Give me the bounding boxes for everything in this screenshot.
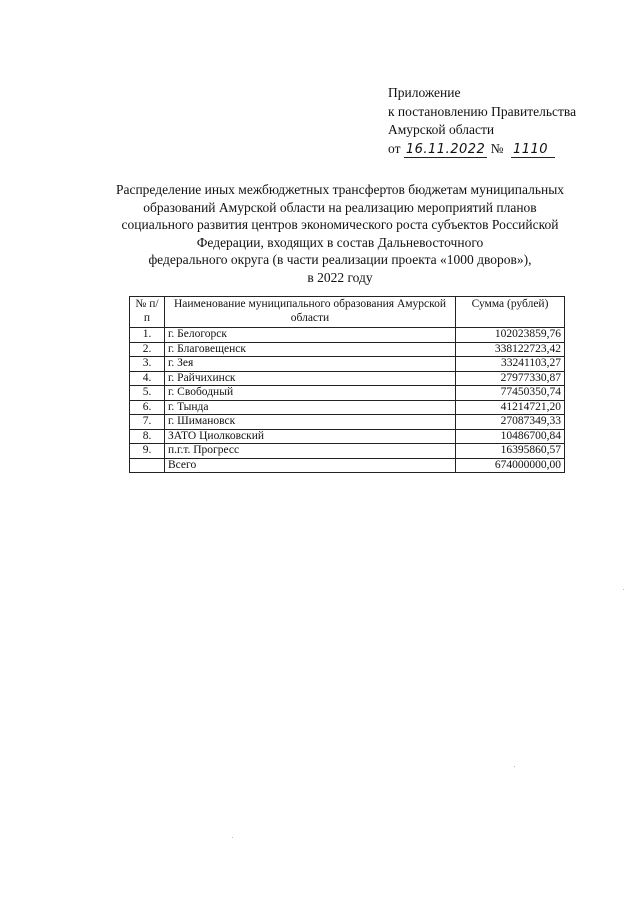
- row-number: 3.: [130, 357, 165, 372]
- row-municipality: г. Белогорск: [165, 328, 456, 343]
- row-sum: 338122723,42: [456, 342, 565, 357]
- title-line: образований Амурской области на реализацию мероприятий планов: [143, 199, 537, 215]
- date-prefix: от: [388, 140, 401, 156]
- total-label: Всего: [165, 458, 456, 473]
- table-row: [130, 400, 565, 415]
- row-sum: 27087349,33: [456, 415, 565, 430]
- title-line: в 2022 году: [307, 269, 373, 285]
- scan-speck: [232, 837, 233, 838]
- row-municipality: г. Шимановск: [165, 415, 456, 430]
- handwritten-date: 16.11.2022: [405, 141, 486, 157]
- row-municipality: г. Зея: [165, 357, 456, 372]
- row-number: 1.: [130, 328, 165, 343]
- row-number: 8.: [130, 429, 165, 444]
- header-sum: Сумма (рублей): [456, 297, 565, 328]
- row-municipality: ЗАТО Циолковский: [165, 429, 456, 444]
- table-row: [130, 444, 565, 459]
- row-municipality: г. Райчихинск: [165, 371, 456, 386]
- number-prefix: №: [490, 140, 504, 156]
- header-municipality: Наименование муниципального образования Амурской области: [165, 297, 456, 328]
- total-number: [130, 458, 165, 473]
- row-municipality: г. Тында: [165, 400, 456, 415]
- document-title: [90, 181, 590, 286]
- title-line: федерального округа (в части реализации проекта «1000 дворов»),: [148, 252, 532, 267]
- appendix-region: Амурской области: [388, 122, 495, 137]
- row-number: 4.: [130, 371, 165, 386]
- table-row: [130, 429, 565, 444]
- header-number: № п/п: [130, 297, 165, 328]
- row-sum: 16395860,57: [456, 444, 565, 459]
- table-row: [130, 342, 565, 357]
- row-sum: 41214721,20: [456, 400, 565, 415]
- title-line: социального развития центров экономического роста субъектов Российской: [121, 217, 559, 232]
- distribution-table: [129, 296, 565, 473]
- row-sum: 77450350,74: [456, 386, 565, 401]
- appendix-title: Приложение: [388, 85, 461, 100]
- appendix-reference: к постановлению Правительства: [388, 103, 577, 119]
- row-number: 2.: [130, 342, 165, 357]
- title-line: Распределение иных межбюджетных трансфертов бюджетам муниципальных: [115, 182, 565, 197]
- table-row: [130, 328, 565, 343]
- table-header-row: [130, 297, 565, 328]
- scan-speck: [623, 589, 624, 590]
- total-sum: 674000000,00: [456, 458, 565, 473]
- row-sum: 102023859,76: [456, 328, 565, 343]
- appendix-date-line: [388, 140, 576, 159]
- row-number: 5.: [130, 386, 165, 401]
- table-row: [130, 386, 565, 401]
- scan-speck: [514, 766, 515, 767]
- row-municipality: г. Свободный: [165, 386, 456, 401]
- table-row: [130, 371, 565, 386]
- row-number: 6.: [130, 400, 165, 415]
- row-sum: 33241103,27: [456, 357, 565, 372]
- table-total-row: [130, 458, 565, 473]
- handwritten-number: 1110: [511, 142, 555, 158]
- table-row: [130, 415, 565, 430]
- table-row: [130, 357, 565, 372]
- row-municipality: г. Благовещенск: [165, 342, 456, 357]
- row-sum: 10486700,84: [456, 429, 565, 444]
- row-number: 9.: [130, 444, 165, 459]
- row-municipality: п.г.т. Прогресс: [165, 444, 456, 459]
- title-line: Федерации, входящих в состав Дальневосточного: [196, 234, 484, 250]
- appendix-block: [388, 84, 576, 158]
- row-sum: 27977330,87: [456, 371, 565, 386]
- row-number: 7.: [130, 415, 165, 430]
